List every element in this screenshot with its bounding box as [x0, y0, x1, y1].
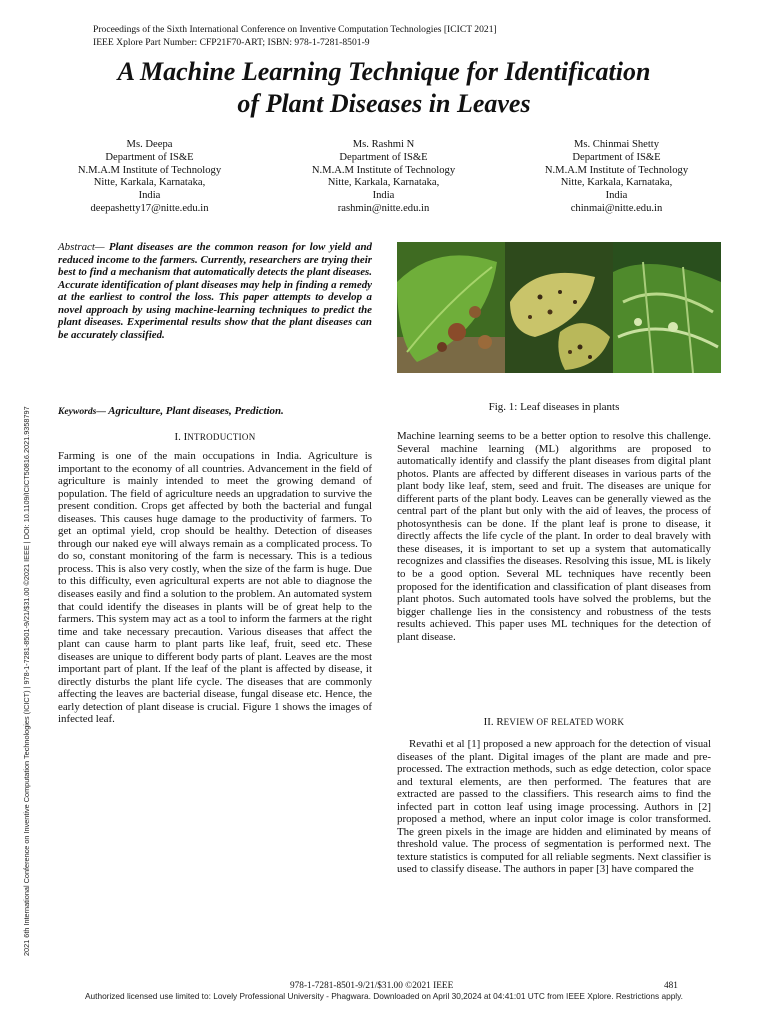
ml-motivation-body	[397, 430, 711, 643]
author-name: Ms. Deepa	[126, 139, 173, 150]
author-email[interactable]: chinmai@nitte.edu.in	[570, 202, 663, 214]
author-country: India	[605, 190, 628, 202]
title-line-2: of Plant Diseases in Leaves	[237, 89, 531, 118]
author-block-2	[276, 139, 491, 216]
leaf-photo-1	[397, 242, 505, 373]
introduction-body	[58, 450, 372, 726]
conference-header	[93, 24, 497, 49]
doi-sidebar: 2021 6th International Conference on Inventive Computation Technologies (ICICT) | 978-1-7281-8501-9/21/$31.00 ©2021 IEEE | DOI: 10.1109/ICICT50816.2021.9358797	[22, 406, 31, 956]
section-title-rest: NTRODUCTION	[187, 432, 256, 442]
abstract-text: Plant diseases are the common reason for low yield and reduced income to the farmers. Currently, researchers are trying their best to find a mechanism that automatically detects the plant diseases. Accurate identification of plant diseases may help in finding a remedy at the earliest to control the loss. This paper attempts to develop a novel approach by using machine-learning techniques to predict the plant diseases. Experimental results show that the plant diseases can be accurately classified.	[58, 241, 373, 341]
author-country: India	[372, 190, 395, 202]
leaf-photo-3	[613, 242, 721, 373]
section-initial: R	[496, 716, 504, 728]
section-initial: I	[183, 431, 188, 443]
section-heading-introduction	[58, 431, 372, 443]
author-email[interactable]: rashmin@nitte.edu.in	[337, 202, 430, 214]
author-dept: Department of IS&E	[105, 151, 194, 163]
author-inst: N.M.A.M Institute of Technology	[544, 164, 689, 176]
author-dept: Department of IS&E	[572, 151, 661, 163]
author-dept: Department of IS&E	[339, 151, 428, 163]
related-work-paragraph: Revathi et al [1] proposed a new approach for the detection of visual diseases of the plant. Digital images of the plant are made and pre-processed. The extraction methods, such as edge detection, color space and textural elements, are then performed. The features that are extracted are passed to the classifiers. This research aims to find the infected part in cotton leaf using image processing. Authors in [2] proposed a method, where an input color image is color transformed. The green pixels in the image are hidden and eliminated by means of threshold value. The process of segmentation is performed next. The texture statistics is computed for all reliable segments. Next classifier is used to classify disease. The authors in paper [3] have compared the	[397, 738, 711, 876]
paper-title	[40, 56, 728, 120]
author-name: Ms. Chinmai Shetty	[573, 139, 660, 150]
author-country: India	[138, 190, 161, 202]
author-place: Nitte, Karkala, Karnataka,	[560, 177, 673, 189]
leaf-photo-2	[505, 242, 613, 373]
footer-isbn: 978-1-7281-8501-9/21/$31.00 ©2021 IEEE	[290, 981, 454, 991]
keywords-lead: Keywords—	[58, 406, 106, 417]
author-inst: N.M.A.M Institute of Technology	[311, 164, 456, 176]
abstract-lead: Abstract—	[58, 241, 105, 253]
section-number: II.	[483, 716, 494, 728]
keywords-text: Agriculture, Plant diseases, Prediction.	[105, 405, 284, 417]
section-heading-related-work	[397, 716, 711, 728]
page-number: 481	[664, 981, 678, 991]
figure-caption: Fig. 1: Leaf diseases in plants	[488, 401, 620, 413]
title-line-1: A Machine Learning Technique for Identification	[117, 57, 651, 86]
header-proceedings: Proceedings of the Sixth International Conference on Inventive Computation Technologies [ICICT 2021]	[93, 24, 497, 35]
related-work-body	[397, 738, 711, 876]
ml-motivation-paragraph: Machine learning seems to be a better option to resolve this challenge. Several machine learning (ML) algorithms are proposed to automatically identify and classify the plant diseases from digital plant photos. Plants are affected by different diseases in various parts of the plant body like leaf, stem, seed and fruit. The diseases are unique for different parts of the plant body. Leaves can be generally viewed as the central part of the plant but only with the aid of leaves, the process of photosynthesis can be done. If the plant leaf is prone to disease, it directly affects the life cycle of the plant. In order to deal bravely with these diseases, it is important to set up a system that automatically recognizes and classifies the diseases. Resolving this issue, ML is likely to be a good option. Several ML techniques have recently been proposed for the identification and classification of plant diseases from plant photos. Such automated tools have solved the problems, but the bigger challenge lies in the consistency and robustness of the tests results achieved. This paper uses ML techniques for the detection of plant disease.	[397, 430, 711, 643]
author-block-1	[42, 139, 257, 216]
author-name: Ms. Rashmi N	[352, 139, 415, 150]
leaf-disease-figure	[397, 242, 721, 373]
header-isbn: IEEE Xplore Part Number: CFP21F70-ART; ISBN: 978-1-7281-8501-9	[93, 36, 370, 48]
license-notice: Authorized licensed use limited to: Lovely Professional University - Phagwara. Downloaded on April 30,2024 at 04:41:01 UTC from IEEE Xplore. Restrictions apply.	[85, 991, 683, 1001]
abstract	[58, 241, 372, 341]
author-place: Nitte, Karkala, Karnataka,	[93, 177, 206, 189]
introduction-paragraph: Farming is one of the main occupations in India. Agriculture is important to the economy of all countries. Advancement in the field of agriculture is mainly intended to meet the growing demand of population. The field of agriculture needs an upgradation to survive the present condition. Crops get affected by both the bacterial and fungal diseases. This causes huge damage to the productivity of farmers. To get an optimal yield, crop should be healthy. Detection of diseases through our naked eye will always remain as a complicated process. To do so, constant monitoring of the farm is necessary. This is a tedious process. This is also very costly, when the size of the farm is huge. Due to this difficulty, even agricultural experts are not able to diagnose the diseases easily and find a solution to the problem. An automated system that could identify the diseases in plants will be of great help to the farmers. This system may act as a tool to inform the farmers at the right time and take necessary precaution. Various diseases that affect the plant can cause harm to plant parts like leaf, fruit, seed etc. These diseases are unique to different body parts of plant. Leaves are the most important part of plant. If the leaf of the plant is affected by disease, it directly disturbs the plant life cycle. The diseases that are commonly affecting the leaves are bacterial disease, fungal disease etc. Hence, the early detection of plant disease is crucial. Figure 1 shows the images of infected leaf.	[58, 450, 372, 726]
author-inst: N.M.A.M Institute of Technology	[77, 164, 222, 176]
section-title-rest: EVIEW OF RELATED WORK	[503, 717, 625, 727]
author-place: Nitte, Karkala, Karnataka,	[327, 177, 440, 189]
section-number: I.	[174, 431, 181, 443]
keywords	[58, 405, 372, 419]
author-email[interactable]: deepashetty17@nitte.edu.in	[90, 202, 209, 214]
author-block-3	[509, 139, 724, 216]
